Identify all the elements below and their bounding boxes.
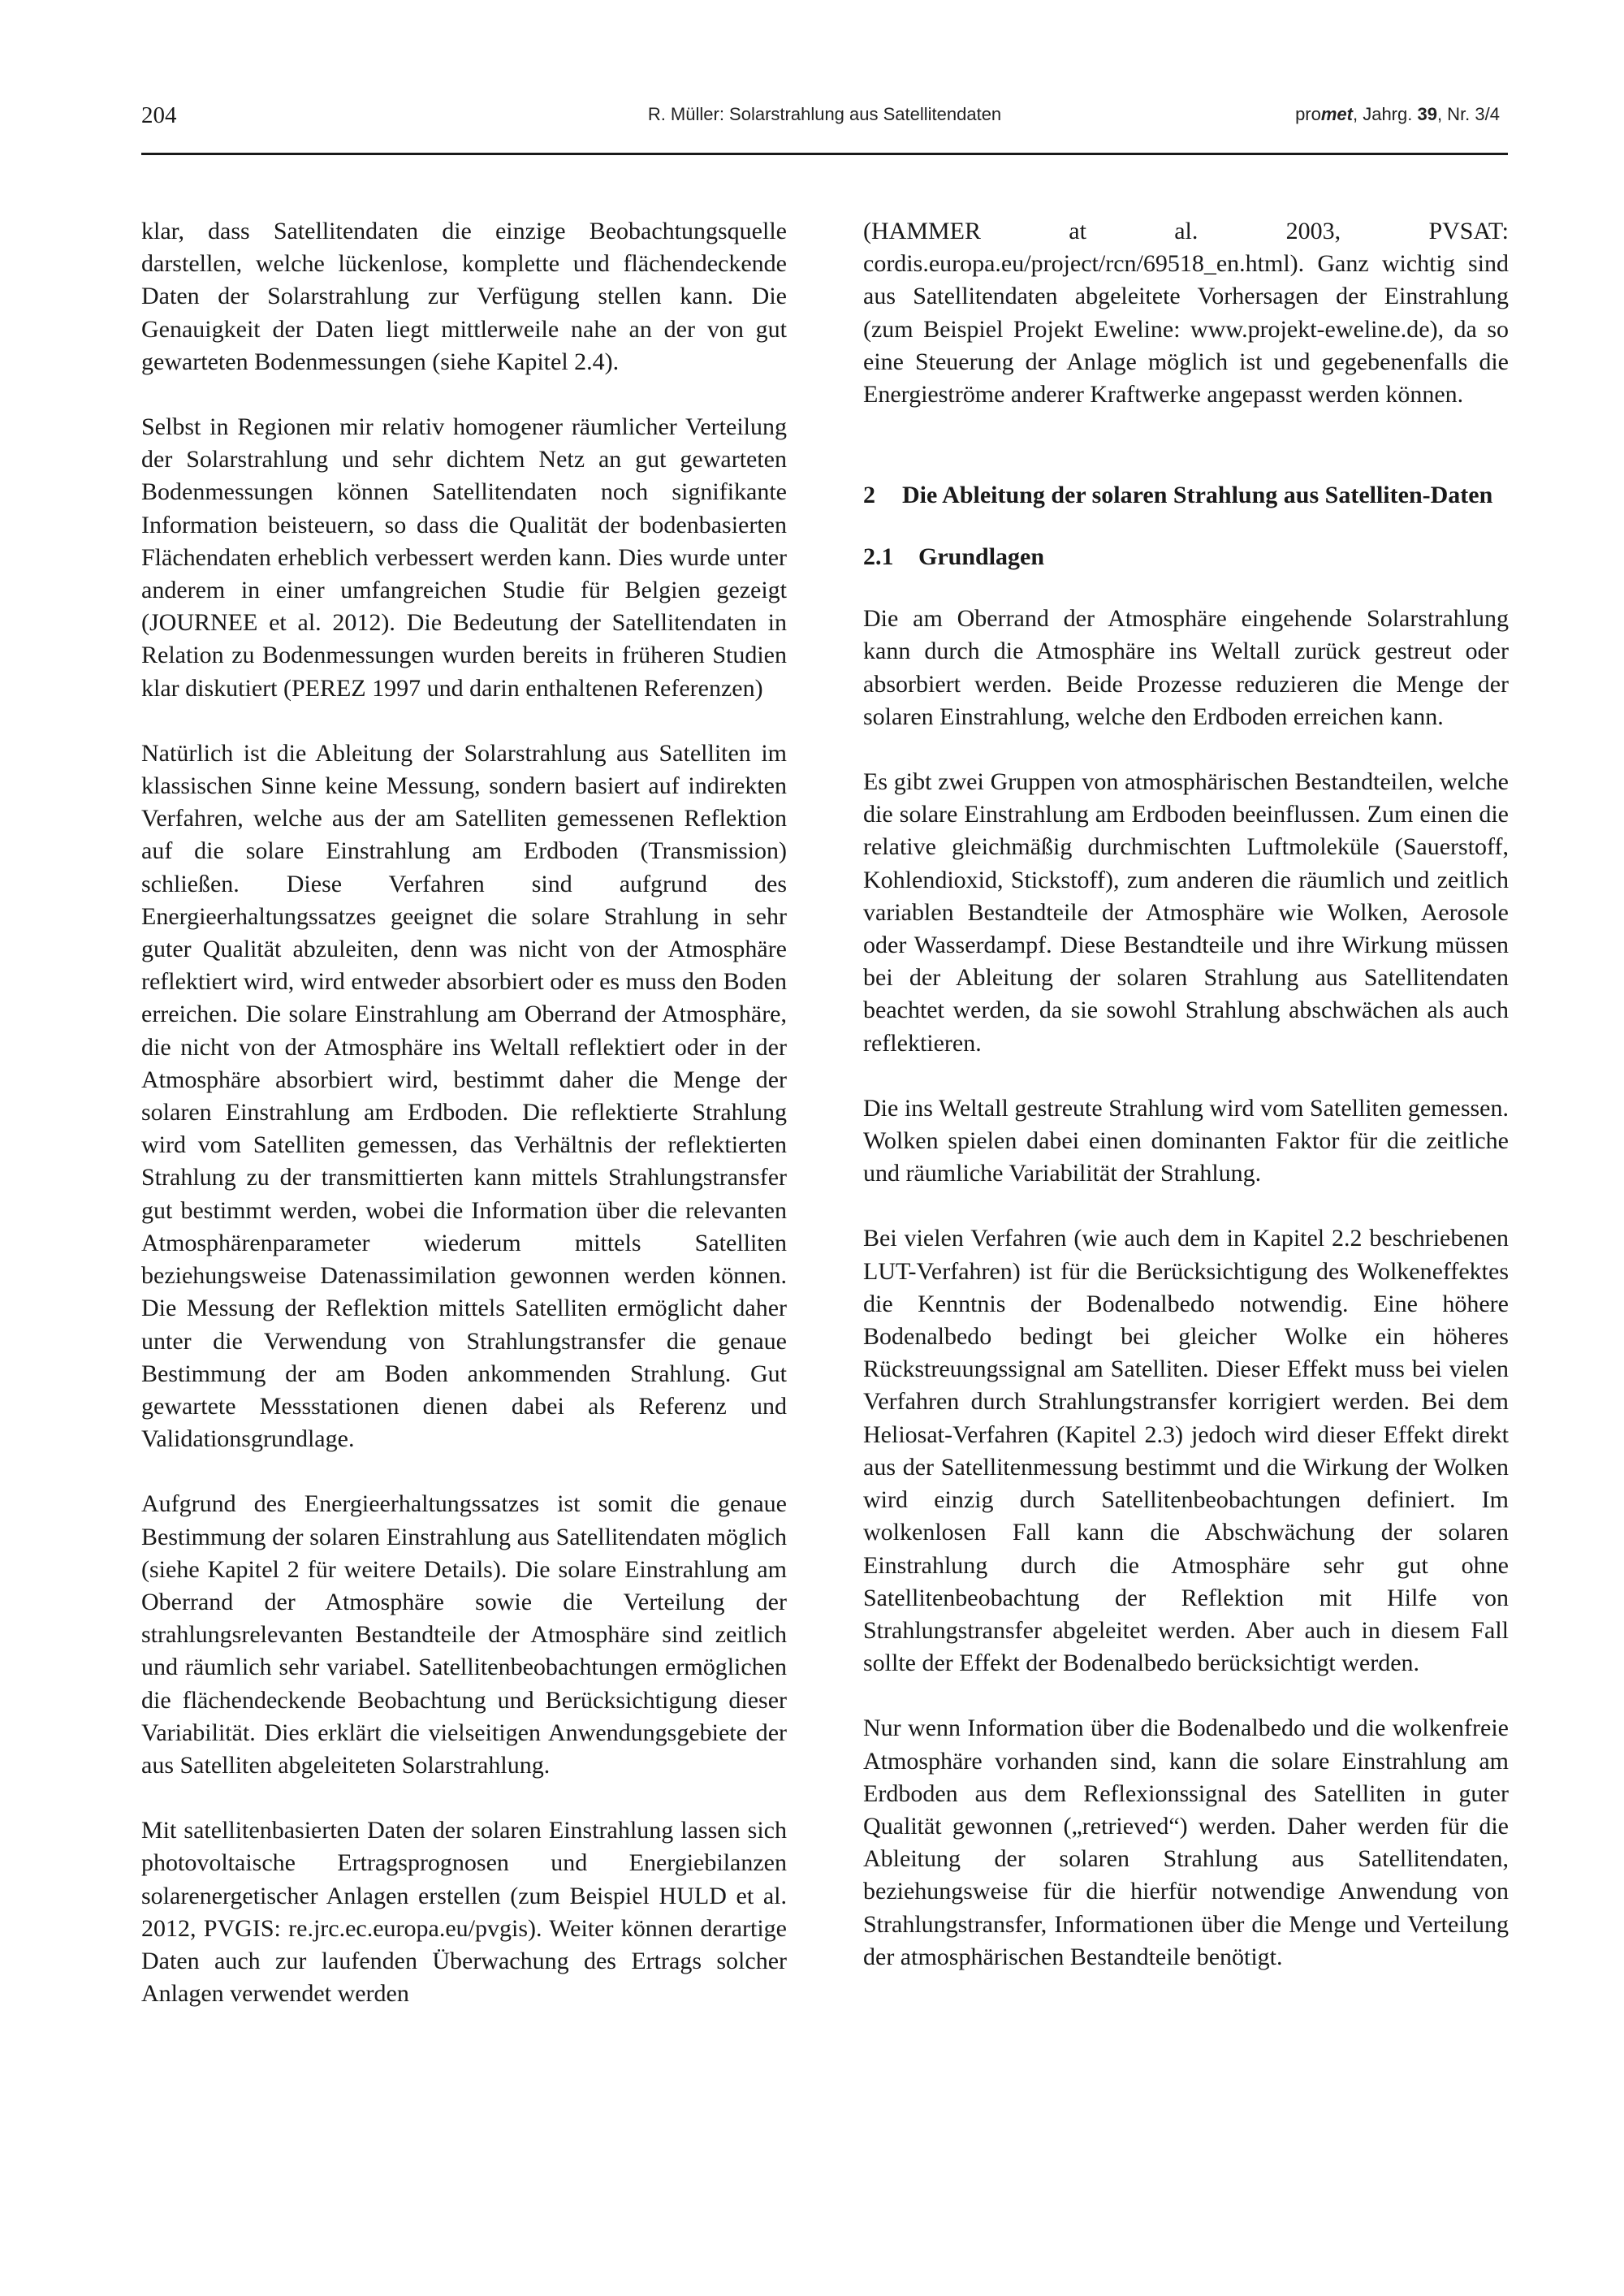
paragraph: klar, dass Satellitendaten die einzige Beobachtungsquelle darstellen, welche lückenlose, komplette und flächendeckende Daten der Solarstrahlung zur Verfügung stellen kann. Die Genauigkeit der Daten liegt mittlerweile nahe an der von gut gewarteten Bodenmessungen (siehe Kapitel 2.4). (141, 218, 787, 375)
paragraph: Nur wenn Information über die Bodenalbedo und die wolkenfreie Atmosphäre vorhanden sind, kann die solare Einstrahlung am Erdboden aus dem Reflexionssignal des Satelliten in guter Qualität gewonnen („retrieved“) werden. Daher werden für die Ableitung der solaren Strahlung aus Satellitendaten, beziehungsweise für die hierfür notwendige Anwendung von Strahlungstransfer, Informationen über die Menge und Verteilung der atmosphärischen Bestandteile benötigt. (863, 1714, 1509, 1970)
paragraph: Natürlich ist die Ableitung der Solarstrahlung aus Satelliten im klassischen Sinne keine Messung, sondern basiert auf indirekten Verfahren, welche aus der am Satelliten gemessenen Reflektion auf die solare Einstrahlung am Erdboden (Transmission) schließen. Diese Verfahren sind aufgrund des Energieerhaltungssatzes geeignet die solare Strahlung in sehr guter Qualität abzuleiten, denn was nicht von der Atmosphäre reflektiert wird, wird entweder absorbiert oder es muss den Boden erreichen. Die solare Einstrahlung am Oberrand der Atmosphäre, die nicht von der Atmosphäre ins Weltall reflektiert oder in der Atmosphäre absorbiert wird, bestimmt daher die Menge der solaren Einstrahlung am Erdboden. Die reflektierte Strahlung wird vom Satelliten gemessen, das Verhältnis der reflektierten Strahlung zu der transmittierten kann mittels Strahlungstransfer gut bestimmt werden, wobei die Information über die relevanten Atmosphärenparameter wiederum mittels Satelliten beziehungsweise Datenassimilation gewonnen werden können. Die Messung der Reflektion mittels Satelliten ermöglicht daher unter die Verwendung von Strahlungstransfer die genaue Bestimmung der am Boden ankommenden Strahlung. Gut gewartete Messstationen dienen dabei als Referenz und Validationsgrundlage. (141, 739, 787, 1453)
paragraph: Die am Oberrand der Atmosphäre eingehende Solarstrahlung kann durch die Atmosphäre ins Weltall zurück gestreut oder absorbiert werden. Beide Prozesse reduzieren die Menge der solaren Einstrahlung, welche den Erdboden erreichen kann. (863, 605, 1509, 730)
subsection-number: 2.1 (863, 543, 894, 571)
journal-name-em: met (1320, 104, 1353, 124)
section-title: Die Ableitung der solaren Strahlung aus Satelliten-Daten (902, 482, 1493, 509)
journal-year-label: , Jahrg. (1352, 104, 1418, 124)
right-column (863, 215, 1509, 1974)
paragraph: (HAMMER at al. 2003, PVSAT: cordis.europa.eu/project/rcn/69518_en.html). Ganz wichtig sind aus Satellitendaten abgeleitete Vorhersagen der Einstrahlung (zum Beispiel Projekt Eweline: www.projekt-eweline.de), da so eine Steuerung der Anlage möglich ist und gegebenenfalls die Energieströme anderer Kraftwerke angepasst werden können. (863, 218, 1509, 409)
header-rule (141, 153, 1508, 155)
section-heading (863, 479, 1509, 512)
journal-volume: 39 (1417, 104, 1437, 124)
section-number: 2 (863, 482, 875, 509)
paragraph: Aufgrund des Energieerhaltungssatzes ist somit die genaue Bestimmung der solaren Einstrahlung aus Satellitendaten möglich (siehe Kapitel 2 für weitere Details). Die solare Einstrahlung am Oberrand der Atmosphäre sowie die Verteilung der strahlungsrelevanten Bestandteile der Atmosphäre sind zeitlich und räumlich sehr variabel. Satellitenbeobachtungen ermöglichen die flächendeckende Beobachtung und Berücksichtigung dieser Variabilität. Dies erklärt die vielseitigen Anwendungsgebiete der aus Satelliten abgeleiteten Solarstrahlung. (141, 1490, 787, 1779)
subsection-heading (863, 541, 1509, 573)
page-number: 204 (141, 102, 177, 128)
paragraph: Bei vielen Verfahren (wie auch dem in Kapitel 2.2 beschriebenen LUT-Verfahren) ist für die Berücksichtigung des Wolkeneffektes die Kenntnis der Bodenalbedo notwendig. Eine höhere Bodenalbedo bedingt bei gleicher Wolke ein höheres Rückstreuungssignal am Satelliten. Dieser Effekt muss bei vielen Verfahren durch Strahlungstransfer korrigiert werden. Bei dem Heliosat-Verfahren (Kapitel 2.3) jedoch wird dieser Effekt direkt aus der Satellitenmessung bestimmt und die Wirkung der Wolken wird einzig durch Satellitenbeobachtungen definiert. Im wolkenlosen Fall kann die Abschwächung der solaren Einstrahlung durch die Atmosphäre sehr gut ohne Satellitenbeobachtung der Reflektion mit Hilfe von Strahlungstransfer abgeleitet werden. Aber auch in diesem Fall sollte der Effekt der Bodenalbedo berücksichtigt werden. (863, 1225, 1509, 1677)
paragraph: Die ins Weltall gestreute Strahlung wird vom Satelliten gemessen. Wolken spielen dabei einen dominanten Faktor für die zeitliche und räumliche Variabilität der Strahlung. (863, 1094, 1509, 1187)
paragraph: Mit satellitenbasierten Daten der solaren Einstrahlung lassen sich photovoltaische Ertragsprognosen und Energiebilanzen solarenergetischer Anlagen erstellen (zum Beispiel HULD et al. 2012, PVGIS: re.jrc.ec.europa.eu/pvgis). Weiter können derartige Daten auch zur laufenden Überwachung des Ertrags solcher Anlagen verwendet werden (141, 1817, 787, 2008)
subsection-title: Grundlagen (918, 543, 1045, 571)
page-header (141, 97, 1508, 154)
journal-issue: , Nr. 3/4 (1436, 104, 1500, 124)
journal-info (1295, 104, 1500, 125)
paragraph: Selbst in Regionen mir relativ homogener räumlicher Verteilung der Solarstrahlung und sehr dichtem Netz an gut gewarteten Bodenmessungen können Satellitendaten noch signifikante Information beisteuern, so dass die Qualität der bodenbasierten Flächendaten erheblich verbessert werden kann. Dies wurde unter anderem in einer umfangreichen Studie für Belgien gezeigt (JOURNEE et al. 2012). Die Bedeutung der Satellitendaten in Relation zu Bodenmessungen wurden bereits in früheren Studien klar diskutiert (PEREZ 1997 und darin enthaltenen Referenzen) (141, 413, 787, 702)
journal-name-pre: pro (1295, 104, 1321, 124)
left-column (141, 215, 787, 2010)
running-title: R. Müller: Solarstrahlung aus Satellitendaten (647, 104, 1002, 124)
paragraph: Es gibt zwei Gruppen von atmosphärischen Bestandteilen, welche die solare Einstrahlung am Erdboden beeinflussen. Zum einen die relative gleichmäßig durchmischten Luftmoleküle (Sauerstoff, Kohlendioxid, Stickstoff), zum anderen die räumlich und zeitlich variablen Bestandteile der Atmosphäre wie Wolken, Aerosole oder Wasserdampf. Diese Bestandteile und ihre Wirkung müssen bei der Ableitung der solaren Strahlung aus Satellitendaten beachtet werden, da sie sowohl Strahlung abschwächen als auch reflektieren. (863, 768, 1509, 1057)
